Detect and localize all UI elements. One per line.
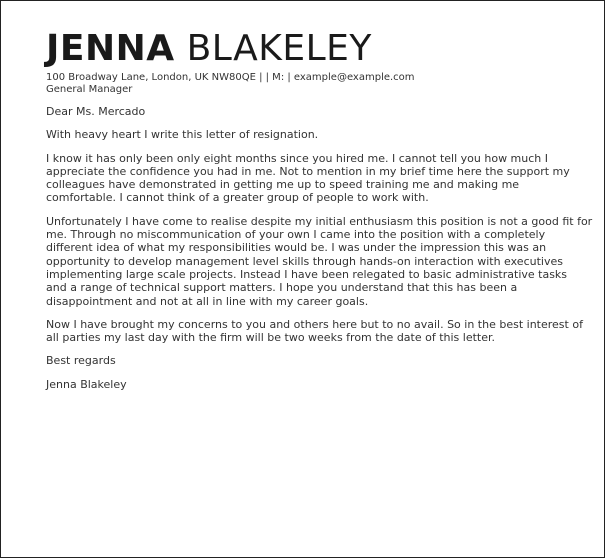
paragraph-last-day [46,317,583,345]
paragraph-line: comfortable. I cannot think of a greater group of people to work with. [46,191,429,205]
sender-first-name: JENNA [46,28,175,69]
paragraph-line: and a range of technical support matters. I hope you understand that this has been a [46,281,518,295]
paragraph-reason [46,214,593,308]
paragraph-opening: With heavy heart I write this letter of resignation. [46,128,319,142]
paragraph-line: me. Through no miscommunication of your own I came into the position with a completely [46,228,546,242]
paragraph-line: Now I have brought my concerns to you and others here but to no avail. So in the best interest of [46,317,583,331]
letter-body [46,105,593,401]
paragraph-line: different idea of what my responsibilities would be. I was under the impression this was an [46,241,547,255]
paragraph-line: colleagues have demonstrated in getting me up to speed training me and making me [46,178,520,192]
paragraph-line: I know it has only been only eight months since you hired me. I cannot tell you how much I [46,151,549,165]
sender-last-name: BLAKELEY [186,28,372,69]
letterhead [46,29,415,96]
signature-name: Jenna Blakeley [46,377,127,391]
closing: Best regards [46,354,116,368]
sender-job-title: General Manager [46,84,133,95]
salutation: Dear Ms. Mercado [46,105,146,118]
paragraph-line: disappointment and not at all in line with my career goals. [46,294,369,308]
paragraph-line: implementing large scale projects. Instead I have been relegated to basic administrative tasks [46,267,568,281]
sender-contact-line: 100 Broadway Lane, London, UK NW80QE | | M: | example@example.com [46,72,415,83]
paragraph-line: appreciate the confidence you had in me. Not to mention in my brief time here the support my [46,164,570,178]
paragraph-line: all parties my last day with the firm will be two weeks from the date of this letter. [46,331,496,345]
paragraph-gratitude [46,152,576,205]
sender-name [46,29,415,69]
paragraph-line: opportunity to develop management level skills through hands-on interaction with executives [46,254,563,268]
paragraph-line: Unfortunately I have come to realise despite my initial enthusiasm this position is not a good fit for [46,214,593,228]
